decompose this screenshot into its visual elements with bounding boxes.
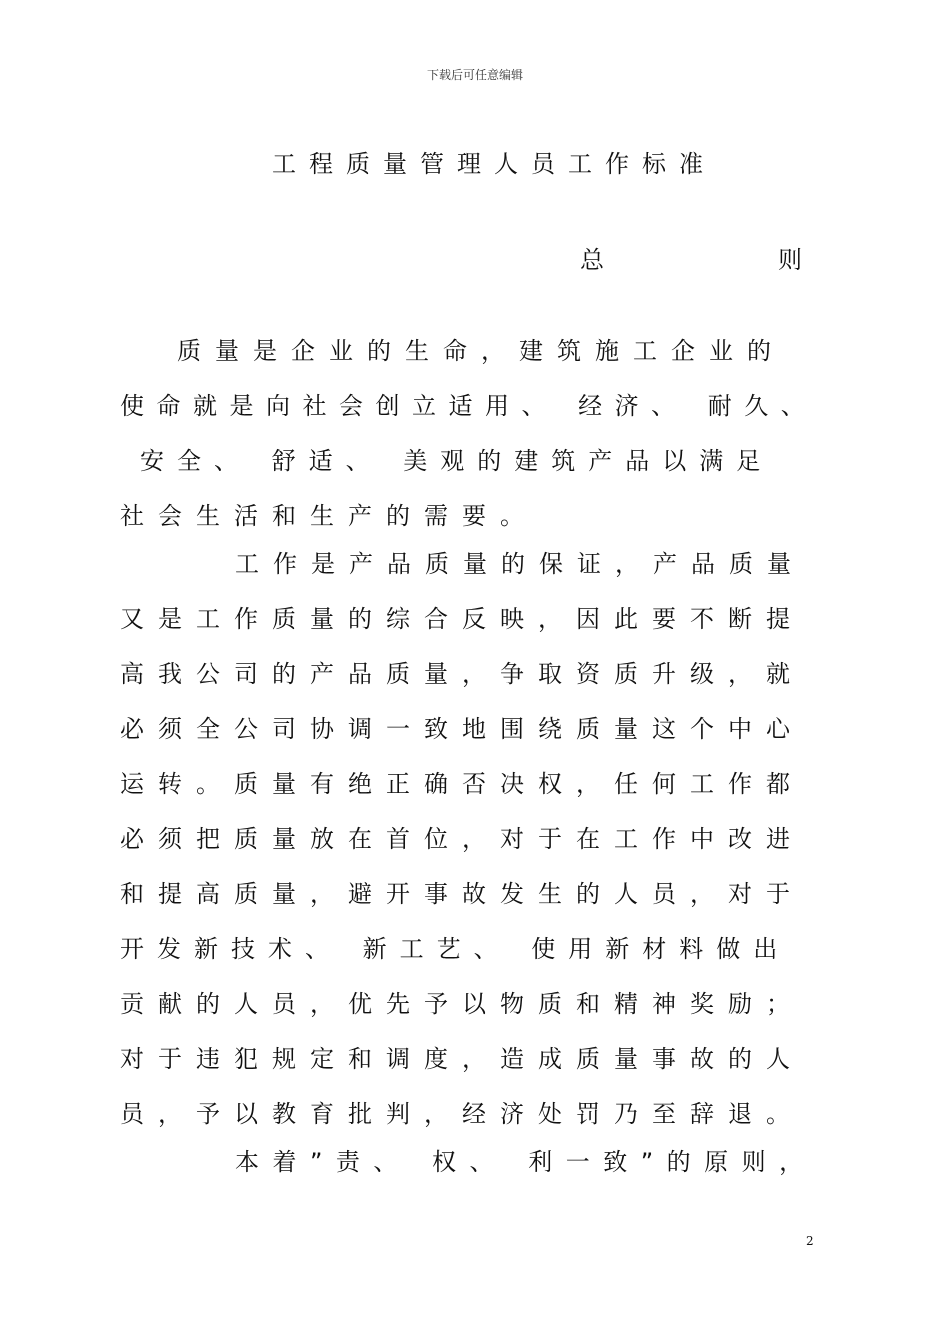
body-line: 必须把质量放在首位，对于在工作中改进: [120, 825, 804, 853]
body-line: 工作是产品质量的保证，产品质量: [235, 550, 805, 578]
section-heading-right: 则: [778, 246, 802, 274]
body-line: 和提高质量，避开事故发生的人员，对于: [120, 880, 804, 908]
body-line: 安全、 舒适、 美观的建筑产品以满足: [140, 447, 774, 475]
section-heading-left: 总: [580, 246, 604, 274]
body-line: 本着”责、 权、 利一致”的原则，: [235, 1148, 817, 1176]
page-number: 2: [806, 1234, 814, 1248]
body-line: 又是工作质量的综合反映，因此要不断提: [120, 605, 804, 633]
body-line: 质量是企业的生命，建筑施工企业的: [177, 337, 785, 365]
body-line: 使命就是向社会创立适用、 经济、 耐久、: [120, 392, 818, 420]
document-title: 工程质量管理人员工作标准: [272, 150, 716, 178]
header-note: 下载后可任意编辑: [426, 68, 523, 82]
body-line: 高我公司的产品质量，争取资质升级，就: [120, 660, 804, 688]
body-line: 员，予以教育批判，经济处罚乃至辞退。: [120, 1100, 804, 1128]
body-line: 必须全公司协调一致地围绕质量这个中心: [120, 715, 804, 743]
body-line: 开发新技术、 新工艺、 使用新材料做出: [120, 935, 791, 963]
body-line: 对于违犯规定和调度，造成质量事故的人: [120, 1045, 804, 1073]
body-line: 运转。质量有绝正确否决权，任何工作都: [120, 770, 804, 798]
body-line: 贡献的人员，优先予以物质和精神奖励；: [120, 990, 804, 1018]
body-line: 社会生活和生产的需要。: [120, 502, 538, 530]
